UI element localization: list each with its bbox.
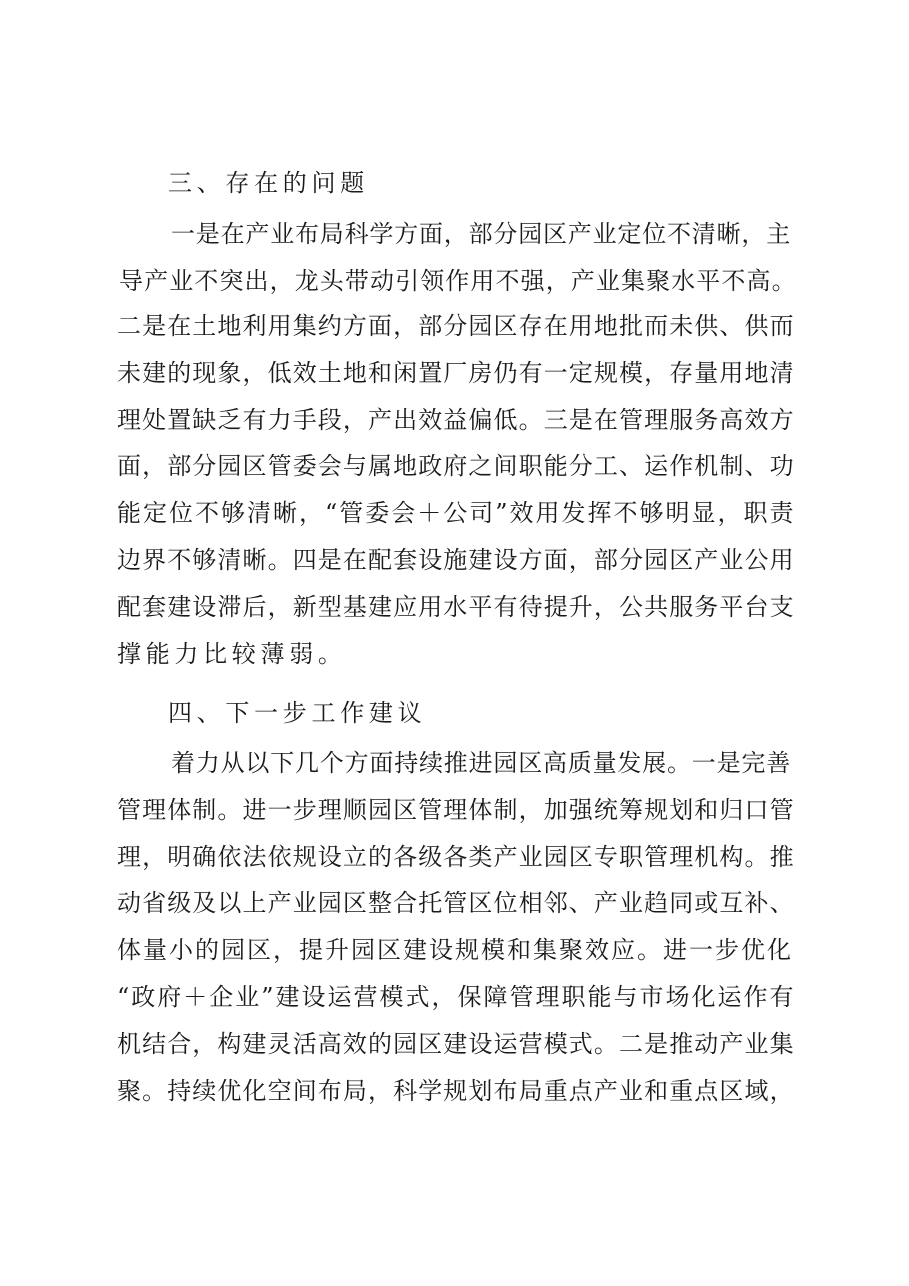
- paragraph-line: 一是在产业布局科学方面，部分园区产业定位不清晰，主: [171, 220, 791, 248]
- paragraph-line: 配套建设滞后，新型基建应用水平有待提升，公共服务平台支: [117, 593, 795, 621]
- paragraph-line: 体量小的园区，提升园区建设规模和集聚效应。进一步优化: [117, 936, 793, 964]
- paragraph-line: 管理体制。进一步理顺园区管理体制，加强统筹规划和归口管: [117, 796, 795, 824]
- paragraph-line: 面，部分园区管委会与属地政府之间职能分工、运作机制、功: [117, 452, 795, 480]
- section-heading-problems: 三、存在的问题: [168, 169, 369, 197]
- paragraph-line: 能定位不够清晰，“管委会＋公司”效用发挥不够明显，职责: [117, 499, 796, 527]
- paragraph-line: 聚。持续优化空间布局，科学规划布局重点产业和重点区域，: [117, 1077, 795, 1105]
- paragraph-line: 撑能力比较薄弱。: [117, 640, 347, 668]
- paragraph-line: 着力从以下几个方面持续推进园区高质量发展。一是完善: [171, 749, 791, 777]
- paragraph-line: 动省级及以上产业园区整合托管区位相邻、产业趋同或互补、: [117, 889, 795, 917]
- paragraph-line: 理处置缺乏有力手段，产出效益偏低。三是在管理服务高效方: [117, 406, 795, 434]
- paragraph-line: 理，明确依法依规设立的各级各类产业园区专职管理机构。推: [117, 843, 795, 871]
- paragraph-line: 边界不够清晰。四是在配套设施建设方面，部分园区产业公用: [117, 546, 795, 574]
- paragraph-line: 机结合，构建灵活高效的园区建设运营模式。二是推动产业集: [117, 1030, 795, 1058]
- paragraph-line: 二是在土地利用集约方面，部分园区存在用地批而未供、供而: [117, 312, 795, 340]
- paragraph-line: “政府＋企业”建设运营模式，保障管理职能与市场化运作有: [117, 983, 796, 1011]
- section-heading-next-steps: 四、下一步工作建议: [168, 699, 427, 727]
- paragraph-line: 未建的现象，低效土地和闲置厂房仍有一定规模，存量用地清: [117, 359, 795, 387]
- paragraph-line: 导产业不突出，龙头带动引领作用不强，产业集聚水平不高。: [119, 267, 797, 295]
